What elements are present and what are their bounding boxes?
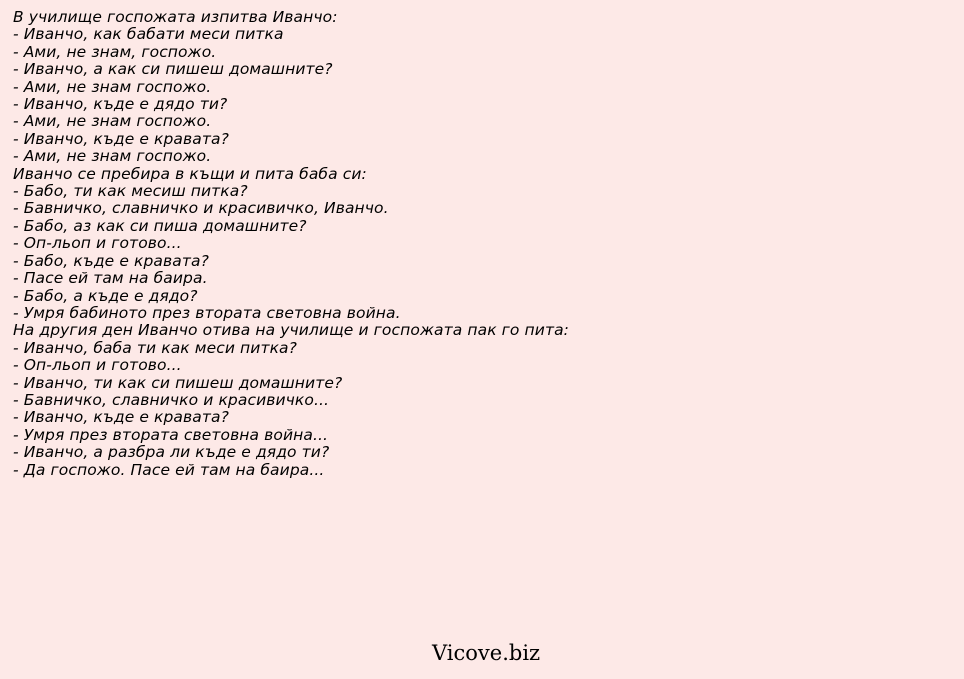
joke-line: На другия ден Иванчо отива на училище и госпожата пак го пита:	[13, 321, 569, 340]
joke-line: - Да госпожо. Пасе ей там на баира...	[13, 460, 325, 479]
joke-line: - Иванчо, баба ти как меси питка?	[13, 338, 297, 357]
joke-line: - Оп-льоп и готово...	[13, 356, 182, 375]
joke-line: - Бавничко, славничко и красивичко, Иванчо.	[13, 199, 389, 218]
joke-line: - Иванчо, къде е дядо ти?	[13, 95, 228, 114]
joke-line: - Бабо, аз как си пиша домашните?	[13, 216, 307, 235]
joke-line: - Ами, не знам, госпожо.	[13, 42, 217, 61]
site-watermark: Vicove.biz	[432, 641, 541, 665]
joke-line: - Ами, не знам госпожо.	[13, 147, 212, 166]
joke-line: - Бабо, къде е кравата?	[13, 251, 209, 270]
joke-line: - Бавничко, славничко и красивичко...	[13, 390, 330, 409]
joke-line: - Иванчо, как бабати меси питка	[13, 25, 284, 44]
joke-line: - Иванчо, къде е кравата?	[13, 129, 229, 148]
joke-line: - Иванчо, а разбра ли къде е дядо ти?	[13, 443, 330, 462]
joke-line: - Умря бабиното през втората световна война.	[13, 303, 401, 322]
joke-line: - Умря през втората световна война...	[13, 425, 329, 444]
joke-text	[13, 9, 953, 479]
joke-line: - Ами, не знам госпожо.	[13, 112, 212, 131]
joke-line: - Иванчо, ти как си пишеш домашните?	[13, 373, 343, 392]
joke-line: Иванчо се пребира в къщи и пита баба си:	[13, 164, 367, 183]
joke-line: - Пасе ей там на баира.	[13, 269, 208, 288]
joke-line: - Оп-льоп и готово...	[13, 234, 182, 253]
joke-line: В училище госпожата изпитва Иванчо:	[13, 8, 338, 26]
joke-line: - Иванчо, а как си пишеш домашните?	[13, 60, 333, 79]
joke-line: - Ами, не знам госпожо.	[13, 77, 212, 96]
joke-line: - Иванчо, къде е кравата?	[13, 408, 229, 427]
joke-line: - Бабо, а къде е дядо?	[13, 286, 198, 305]
joke-line: - Бабо, ти как месиш питка?	[13, 182, 248, 201]
